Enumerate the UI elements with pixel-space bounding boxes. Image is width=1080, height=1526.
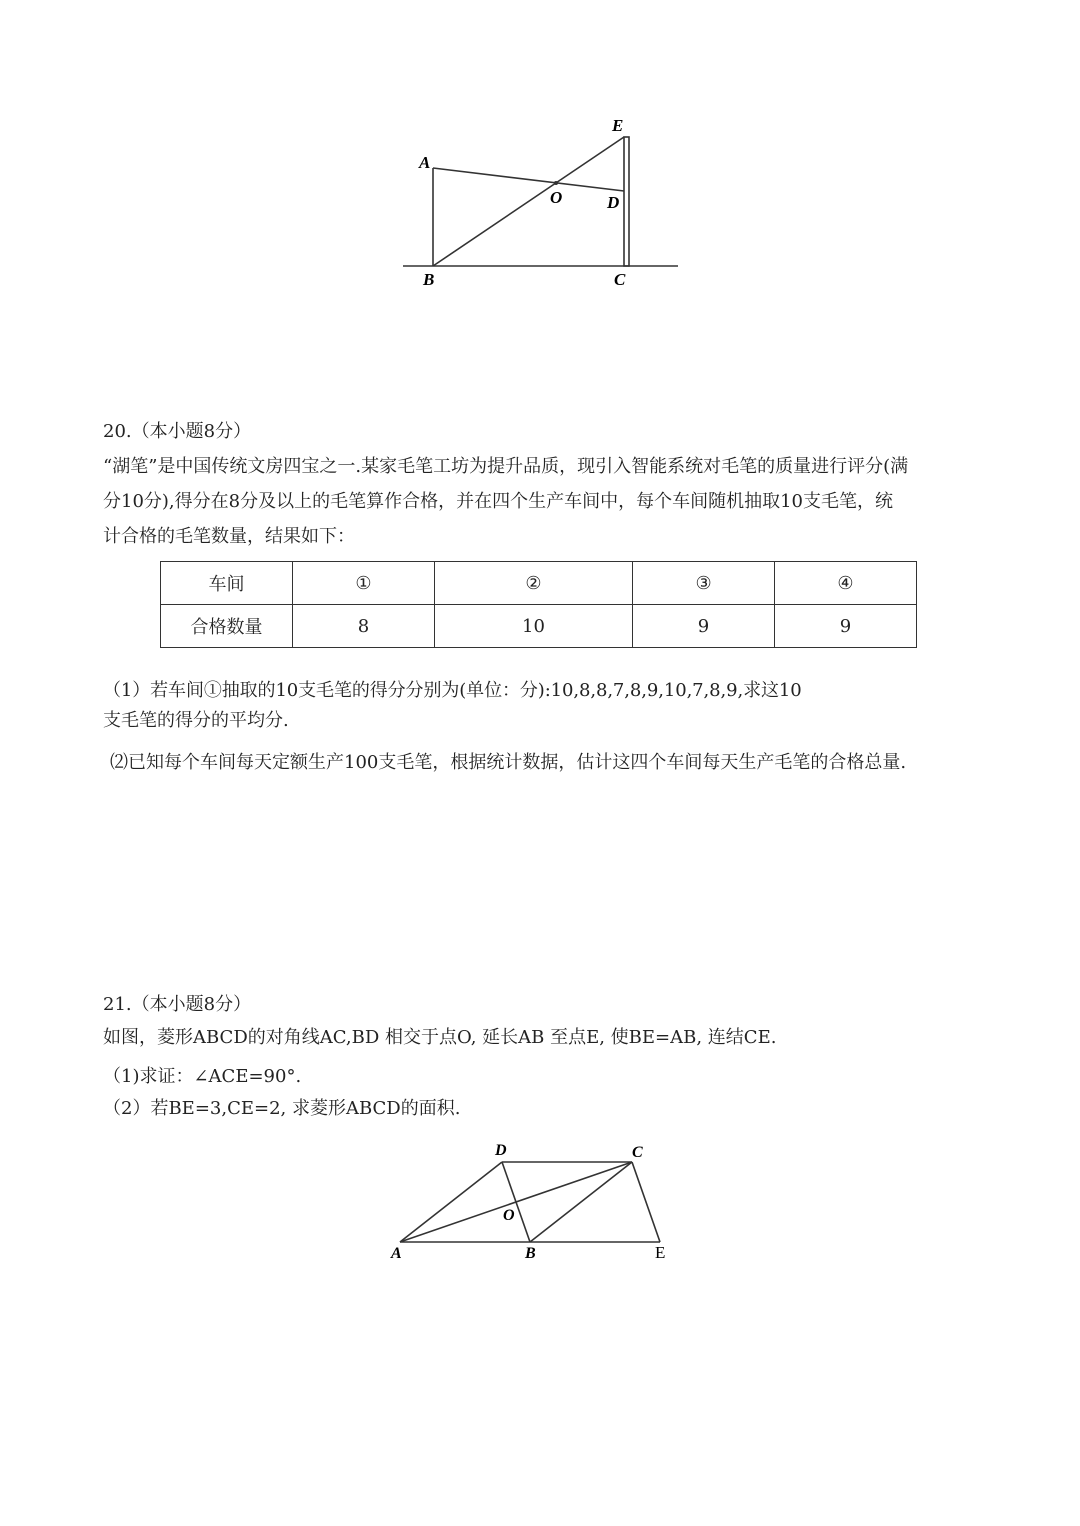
- q21-title: 21.（本小题8分）: [103, 994, 252, 1015]
- segment-db: [502, 1162, 530, 1242]
- label-d: D: [495, 1142, 507, 1159]
- table-cell-workshop-1: ①: [293, 562, 435, 605]
- q21-sub2: （2）若BE=3,CE=2, 求菱形ABCD的面积.: [103, 1098, 461, 1119]
- label-o: O: [503, 1207, 515, 1224]
- q21-text-line-1: 如图，菱形ABCD的对角线AC,BD 相交于点O, 延长AB 至点E, 使BE=AB, 连结CE.: [103, 1027, 777, 1048]
- table-row-workshop: [161, 562, 917, 605]
- q20-text-line-1: “湖笔”是中国传统文房四宝之一.某家毛笔工坊为提升品质，现引入智能系统对毛笔的质量进行评分(满: [103, 456, 909, 477]
- figure-2-diagram: [385, 1135, 685, 1270]
- segment-ce: [632, 1162, 660, 1242]
- table-cell-count-4: 9: [775, 605, 917, 648]
- table-row-qualified: [161, 605, 917, 648]
- label-d: D: [607, 193, 620, 212]
- q20-title: 20.（本小题8分）: [103, 421, 252, 442]
- figure-1-diagram: [390, 110, 690, 295]
- segment-be: [433, 137, 624, 266]
- pole-cd-e: [624, 137, 629, 266]
- segment-cb: [530, 1162, 632, 1242]
- table-cell-count-3: 9: [633, 605, 775, 648]
- segment-ad: [400, 1162, 502, 1242]
- table-header-workshop: 车间: [161, 562, 293, 605]
- label-a: A: [391, 1245, 402, 1262]
- label-a: A: [419, 153, 431, 172]
- point-o: [554, 181, 558, 185]
- label-e: E: [655, 1243, 666, 1262]
- label-c: C: [632, 1144, 643, 1161]
- segment-ad: [433, 168, 624, 191]
- qualified-count-table: [160, 561, 917, 648]
- label-e: E: [612, 116, 624, 135]
- label-b: B: [423, 270, 435, 289]
- table-cell-count-2: 10: [434, 605, 632, 648]
- table-cell-workshop-3: ③: [633, 562, 775, 605]
- q20-text-line-2: 分10分),得分在8分及以上的毛笔算作合格，并在四个生产车间中，每个车间随机抽取10支毛笔，统: [103, 491, 894, 512]
- table-cell-workshop-4: ④: [775, 562, 917, 605]
- q20-sub1-line-1: （1）若车间①抽取的10支毛笔的得分分别为(单位：分):10,8,8,7,8,9,10,7,8,9,求这10: [103, 680, 802, 701]
- q20-text-line-3: 计合格的毛笔数量，结果如下：: [103, 526, 355, 547]
- label-c: C: [614, 270, 626, 289]
- label-b: B: [525, 1245, 536, 1262]
- label-o: O: [550, 188, 563, 207]
- table-cell-workshop-2: ②: [434, 562, 632, 605]
- q21-sub1: （1)求证：∠ACE=90°.: [103, 1066, 302, 1087]
- q20-sub2: ⑵已知每个车间每天定额生产100支毛笔，根据统计数据，估计这四个车间每天生产毛笔的合格总量.: [110, 752, 907, 773]
- table-header-qualified: 合格数量: [161, 605, 293, 648]
- q20-sub1-line-2: 支毛笔的得分的平均分.: [103, 710, 289, 731]
- table-cell-count-1: 8: [293, 605, 435, 648]
